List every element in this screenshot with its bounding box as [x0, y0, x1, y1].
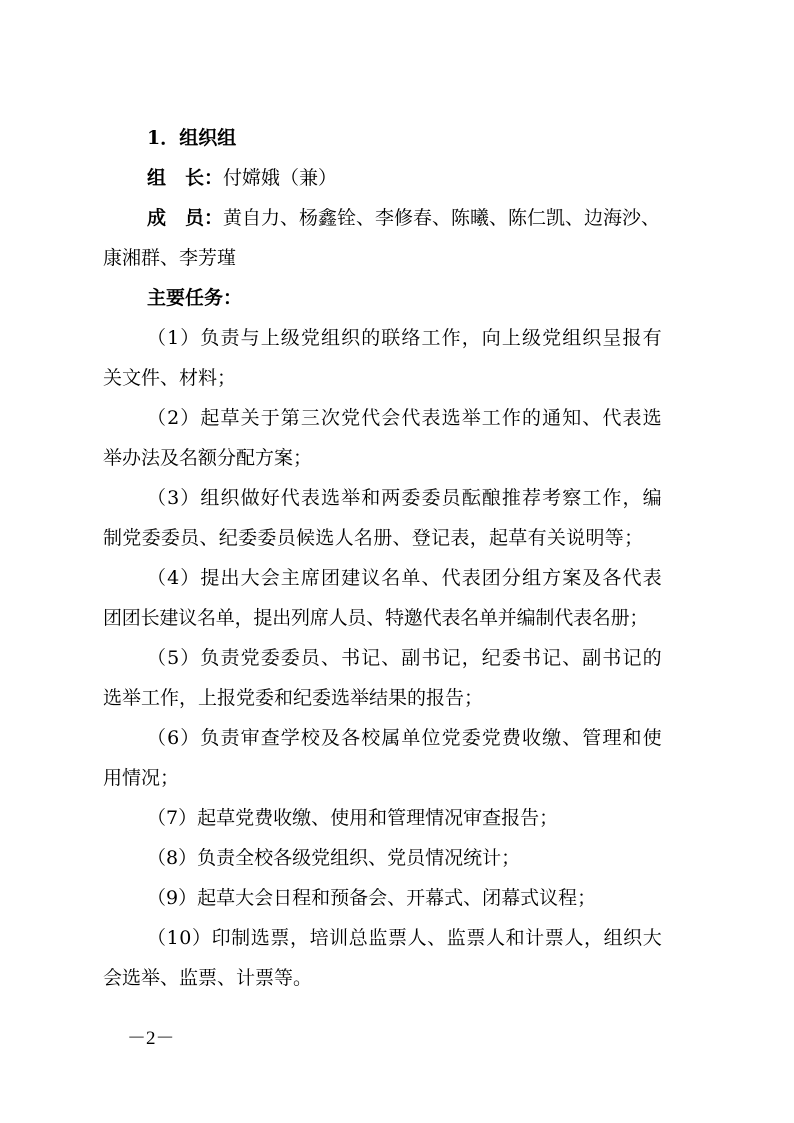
- page-number: －2－: [127, 1028, 175, 1049]
- task-8-line-1: （8）负责全校各级党组织、党员情况统计；: [147, 847, 521, 869]
- task-5-line-1: （5）负责党委委员、书记、副书记，纪委书记、副书记的: [147, 647, 663, 669]
- task-9-line-1: （9）起草大会日程和预备会、开幕式、闭幕式议程；: [147, 887, 597, 909]
- leader-label: 组 长：: [147, 167, 224, 189]
- task-3-line-1: （3）组织做好代表选举和两委委员酝酿推荐考察工作，编: [147, 487, 663, 509]
- task-6-line-1: （6）负责审查学校及各校属单位党委党费收缴、管理和使: [147, 727, 663, 749]
- members-list: 黄自力、杨鑫铨、李修春、陈曦、陈仁凯、边海沙、: [223, 207, 661, 229]
- task-2-line-1: （2）起草关于第三次党代会代表选举工作的通知、代表选: [147, 407, 663, 429]
- leader-line: [147, 165, 337, 191]
- task-1-line-2: 关文件、材料；: [103, 367, 237, 389]
- task-1-line-1: [147, 325, 690, 351]
- task-5-line-2: 选举工作，上报党委和纪委选举结果的报告；: [103, 687, 484, 709]
- leader-value: 付嫦娥（兼）: [223, 167, 338, 189]
- tasks-heading: 主要任务：: [147, 287, 243, 309]
- task-4-line-2: 团团长建议名单，提出列席人员、特邀代表名单并编制代表名册；: [103, 607, 649, 629]
- task-4-line-1: （4）提出大会主席团建议名单、代表团分组方案及各代表: [147, 567, 663, 589]
- task-6-line-2: 用情况；: [103, 767, 180, 789]
- members-label: 成 员：: [147, 207, 224, 229]
- task-7-line-1: （7）起草党费收缴、使用和管理情况审查报告；: [147, 807, 559, 829]
- members-line: [147, 205, 660, 231]
- section-heading: 1．组织组: [147, 127, 237, 149]
- task-10-line-1: （10）印制选票，培训总监票人、监票人和计票人，组织大: [147, 927, 663, 949]
- task-10-line-2: 会选举、监票、计票等。: [103, 967, 313, 989]
- members-line-continued: 康湘群、李芳瑾: [103, 247, 237, 269]
- task-3-line-2: 制党委委员、纪委委员候选人名册、登记表，起草有关说明等；: [103, 527, 644, 549]
- task-text: （1）负责与上级党组织的联络工作，向上级党组织呈报有: [147, 327, 663, 349]
- task-2-line-2: 举办法及名额分配方案；: [103, 447, 313, 469]
